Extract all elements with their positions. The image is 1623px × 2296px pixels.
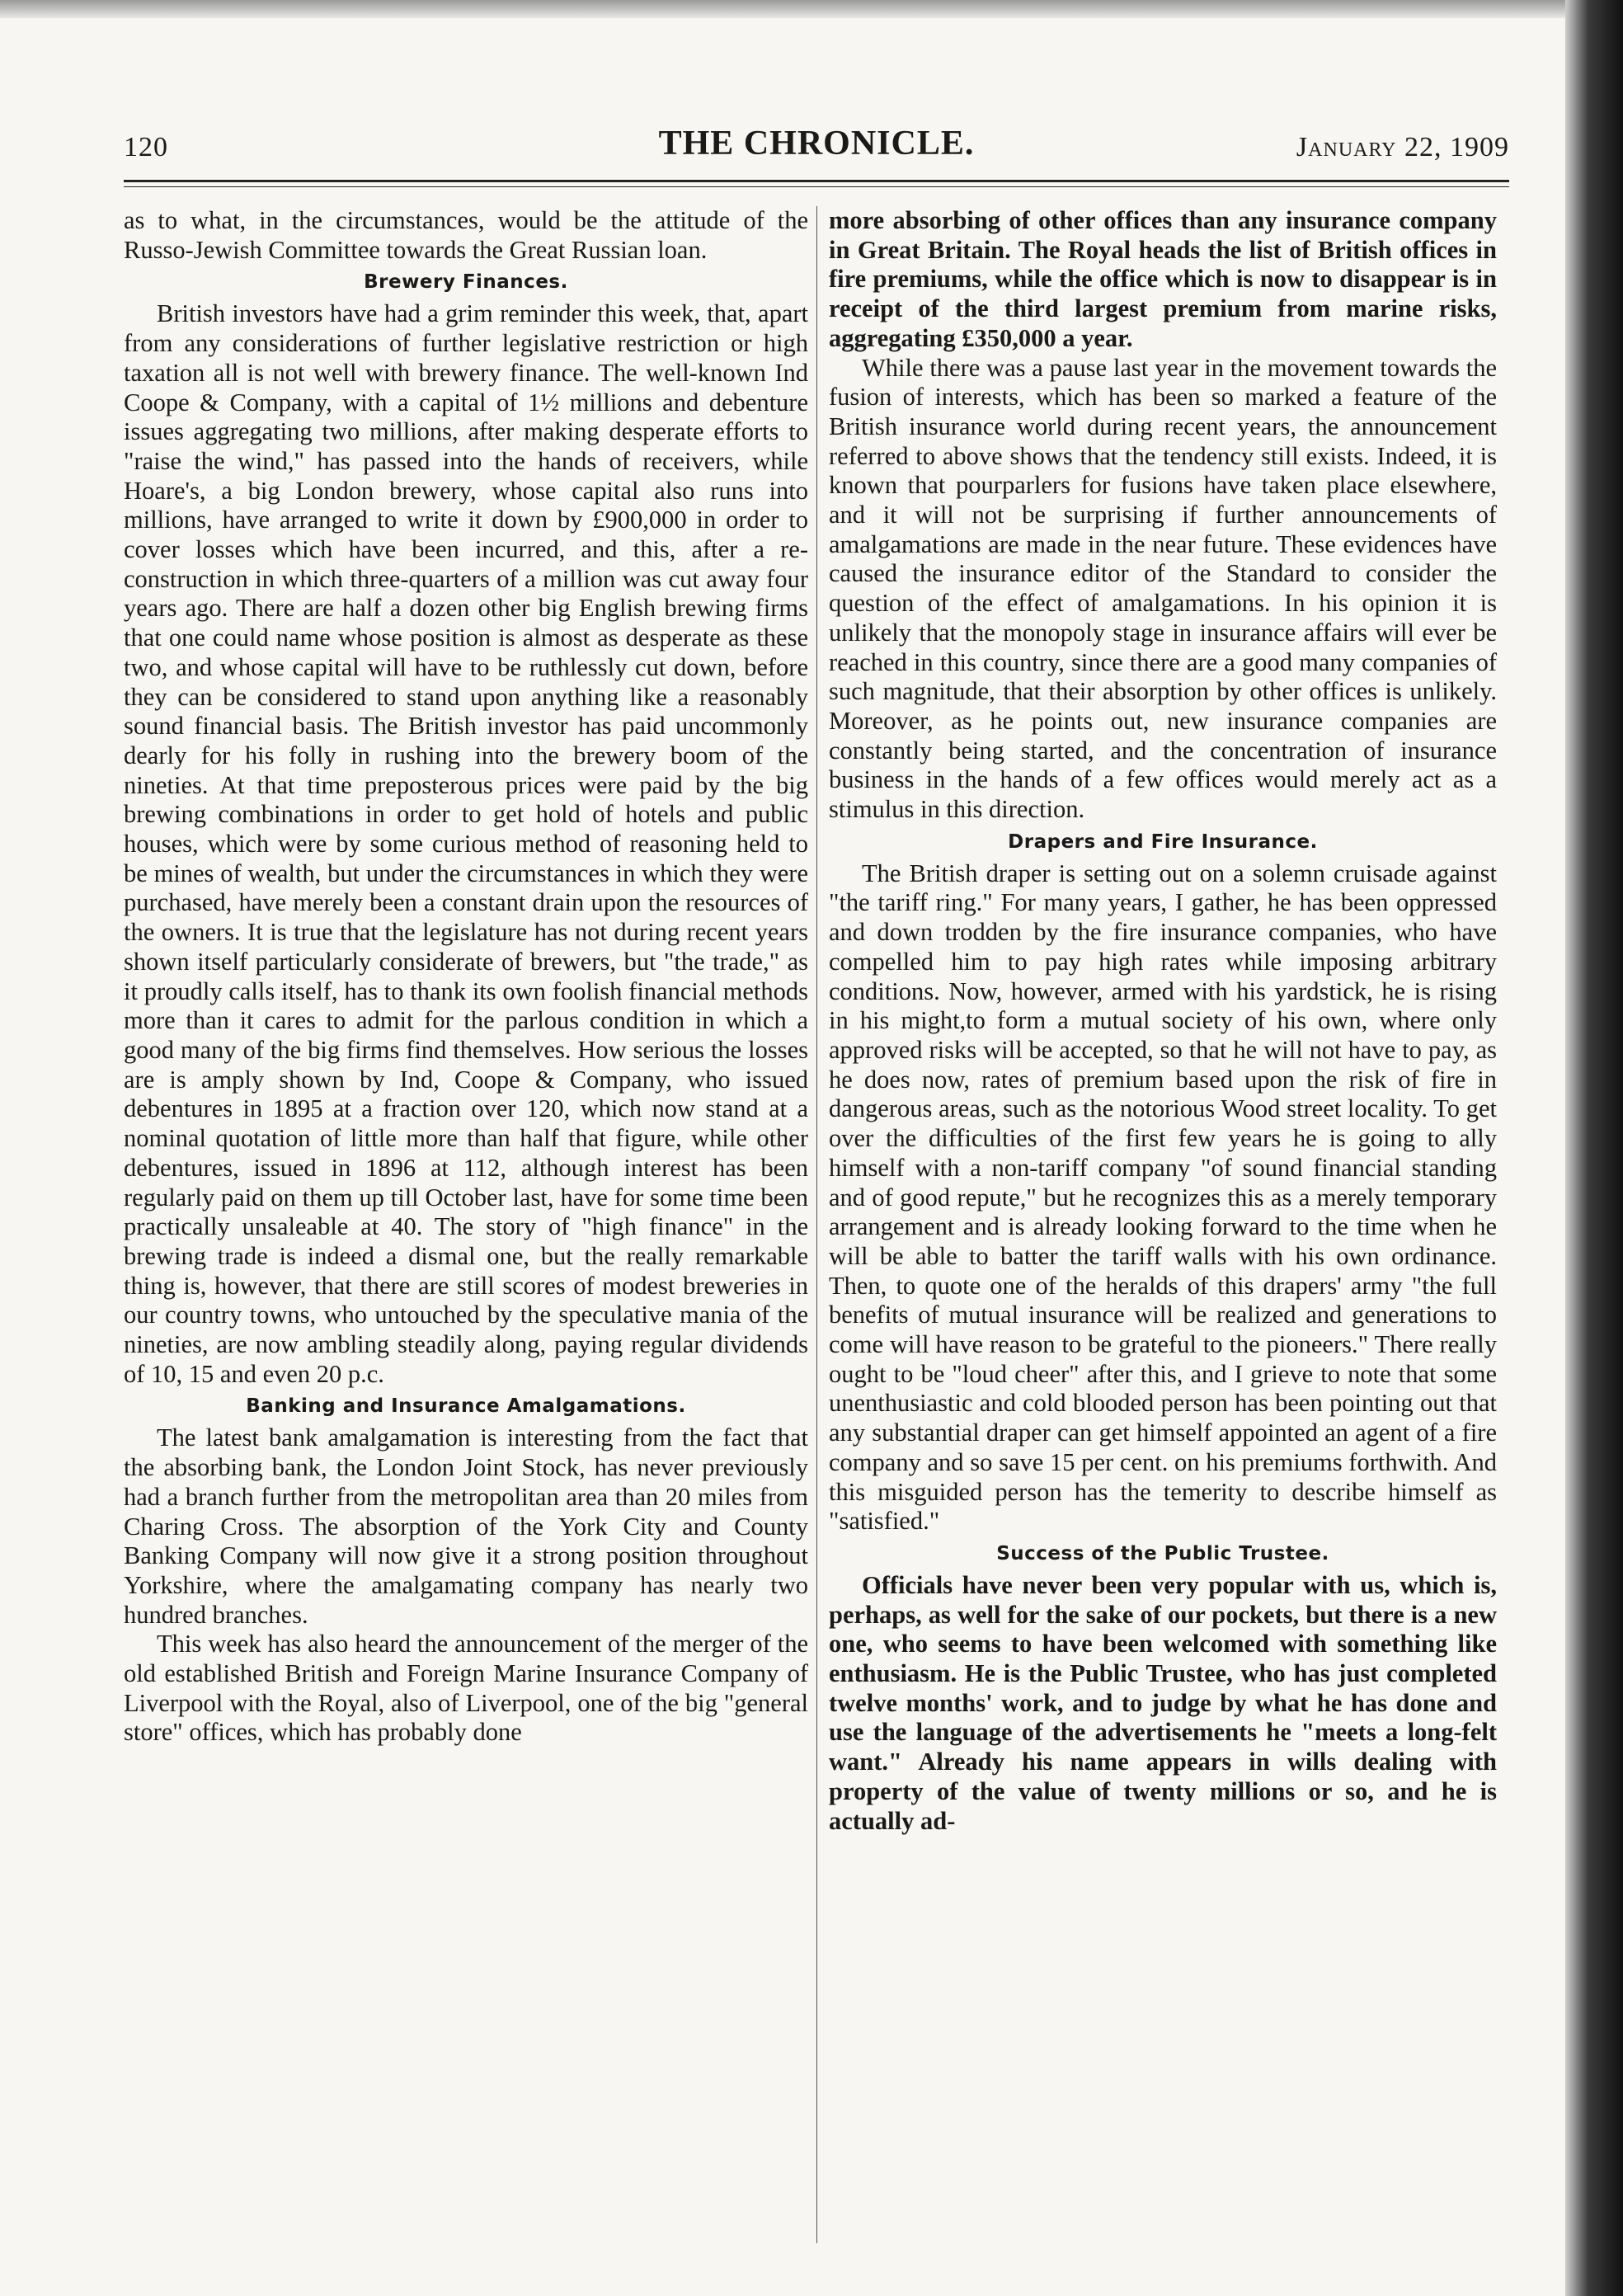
page-header xyxy=(124,124,1509,173)
section-heading-trustee: Success of the Public Trustee. xyxy=(996,1542,1329,1564)
page-top-edge xyxy=(0,0,1623,18)
header-rule-thin xyxy=(124,186,1509,187)
page-number: 120 xyxy=(124,132,168,162)
left-column xyxy=(124,206,808,1748)
brewery-paragraph: British investors have had a grim reminder this week, that, apart from any considerations of further legislative restriction or high taxation all is not well with brewery finance. The well-known Ind Coope & Company, with a capital of 1½ millions and debenture issues aggregating two millions, after making desperate efforts to "raise the wind," has passed into the hands of receivers, while Hoare's, a big London brewery, whose capital also runs into millions, have arranged to write it down by £900,000 in order to cover losses which have been incurred, and this, after a re-construction in which three-quarters of a million was cut away four years ago. There are half a dozen other big English brewing firms that one could name whose position is almost as desperate as these two, and whose capital will have to be ruthlessly cut down, before they can be considered to stand upon anything like a reasonably sound financial basis. The British investor has paid uncommonly dearly for his folly in rushing into the brewery boom of the nineties. At that time preposterous prices were paid by the big brewing combinations in order to get hold of hotels and public houses, which were by some curious method of reasoning held to be mines of wealth, but under the circumstances in which they were purchased, have merely been a constant drain upon the resources of the owners. It is true that the legislature has not during recent years shown itself particularly considerate of brewers, but "the trade," as it proudly calls itself, has to thank its own foolish financial methods more than it cares to admit for the parlous condition in which a good many of the big firms find themselves. How serious the losses are is amply shown by Ind, Coope & Company, who issued debentures in 1895 at a fraction over 120, which now stand at a nominal quotation of little more than half that figure, while other debentures, issued in 1896 at 112, although interest has been regularly paid on them up till October last, have for some time been practically unsaleable at 40. The story of "high finance" in the brewing trade is indeed a dismal one, but the really remarkable thing is, however, that there are still scores of modest breweries in our country towns, who untouched by the speculative mania of the nineties, are now ambling steadily along, paying regular dividends of 10, 15 and even 20 p.c. xyxy=(124,299,808,1388)
banking-paragraph-2: This week has also heard the announcement of the merger of the old established British and Foreign Marine Insurance Company of Liverpool with the Royal, also of Liverpool, one of the big "general store" offices, which has probably done xyxy=(124,1630,808,1747)
fusion-paragraph: While there was a pause last year in the movement towards the fusion of interests, which has been so marked a feature of the British insurance world during recent years, the announcement referred to above shows that the tendency still exists. Indeed, it is known that pourparlers for fusions have taken place elsewhere, and it will not be surprising if further announcements of amalgamations are made in the near future. These evidences have caused the insurance editor of the Standard to consider the question of the effect of amalgamations. In his opinion it is unlikely that the monopoly stage in insurance affairs will ever be reached in this country, since there are a good many companies of such magnitude, that their absorption by other offices is unlikely. Moreover, as he points out, new insurance companies are constantly being started, and the concentration of insurance business in the hands of a few offices would merely act as a stimulus in this direction. xyxy=(829,353,1497,824)
journal-title: THE CHRONICLE. xyxy=(658,125,975,162)
right-column xyxy=(829,206,1497,1836)
header-rule-thick xyxy=(124,180,1509,182)
issue-date: January 22, 1909 xyxy=(1296,132,1509,162)
section-heading-drapers: Drapers and Fire Insurance. xyxy=(1008,830,1318,853)
continuation-paragraph: more absorbing of other offices than any insurance company in Great Britain. The Royal heads the list of British offices in fire premiums, while the office which is now to disappear is in receipt of the third largest premium from marine risks, aggregating £350,000 a year. xyxy=(829,206,1497,352)
trustee-paragraph: Officials have never been very popular with us, which is, perhaps, as well for the sake of our pockets, but there is a new one, who seems to have been welcomed with something like enthusiasm. He is the Public Trustee, who has just completed twelve months' work, and to judge by what he has done and use the language of the advertisements he "meets a long-felt want." Already his name appears in wills dealing with property of the value of twenty millions or so, and he is actually ad- xyxy=(829,1570,1497,1835)
intro-paragraph: as to what, in the circumstances, would be the attitude of the Russo-Jewish Committee towards the Great Russian loan. xyxy=(124,206,808,264)
drapers-paragraph: The British draper is setting out on a solemn cruisade against "the tariff ring." For many years, I gather, he has been oppressed and down trodden by the fire insurance companies, who have compelled him to pay high rates while imposing arbitrary conditions. Now, however, armed with his yardstick, he is rising in his might,to form a mutual society of his own, where only approved risks will be accepted, so that he will not have to pay, as he does now, rates of premium based upon the risk of fire in dangerous areas, such as the notorious Wood street locality. To get over the difficulties of the first few years he is going to ally himself with a non-tariff company "of sound financial standing and of good repute," but he recognizes this as a merely temporary arrangement and is already looking forward to the time when he will be able to batter the tariff walls with his own ordinance. Then, to quote one of the heralds of this drapers' army "the full benefits of mutual insurance will be realized and generations to come will have reason to be grateful to the pioneers." There really ought to be "loud cheer" after this, and I grieve to note that some unenthusiastic and cold blooded person has been pointing out that any substantial draper can get himself appointed an agent of a fire company and so save 15 per cent. on his premiums forthwith. And this misguided person has the temerity to describe himself as "satisfied." xyxy=(829,859,1497,1536)
banking-paragraph-1: The latest bank amalgamation is interesting from the fact that the absorbing bank, the London Joint Stock, has never previously had a branch further from the metropolitan area than 20 miles from Charing Cross. The absorption of the York City and County Banking Company will now give it a strong position throughout Yorkshire, where the amalgamating company has nearly two hundred branches. xyxy=(124,1423,808,1629)
column-divider xyxy=(816,206,817,2243)
section-heading-banking: Banking and Insurance Amalgamations. xyxy=(246,1395,686,1418)
section-heading-brewery: Brewery Finances. xyxy=(364,271,568,294)
page-binding-shadow xyxy=(1565,0,1623,2296)
